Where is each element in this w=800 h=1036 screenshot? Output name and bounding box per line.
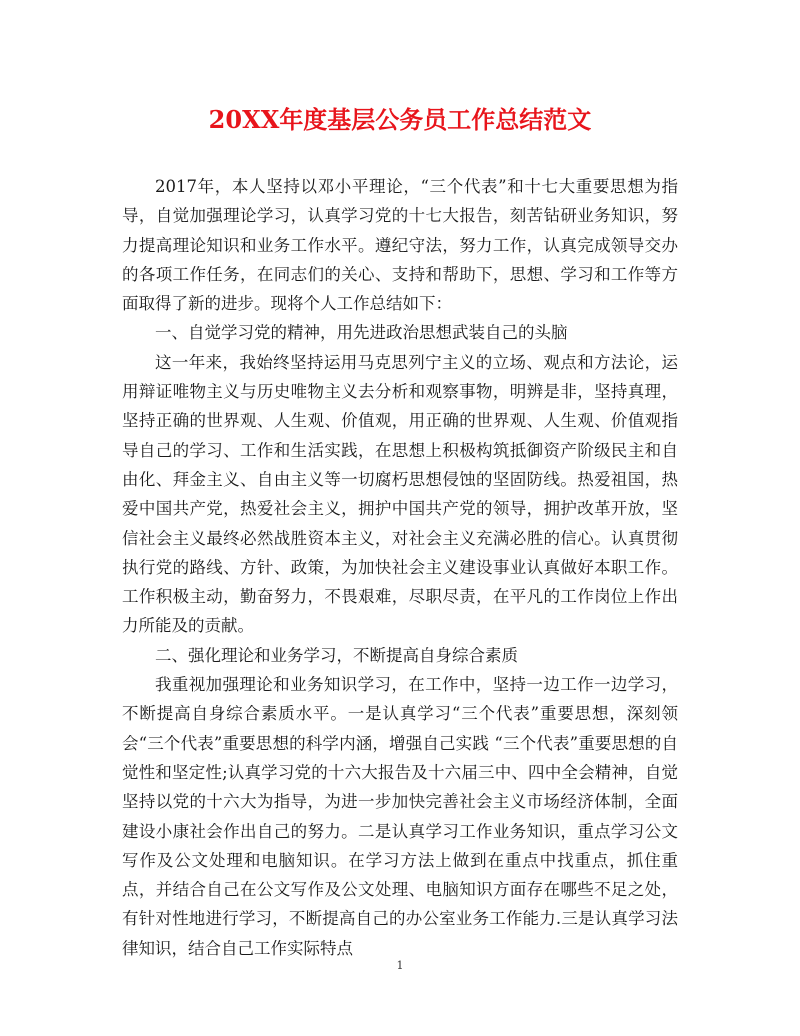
page-number: 1 <box>396 959 404 972</box>
document-title: 20XX年度基层公务员工作总结范文 <box>208 105 592 134</box>
document-body <box>122 172 678 963</box>
paragraph-section-2: 我重视加强理论和业务知识学习，在工作中，坚持一边工作一边学习，不断提高自身综合素质水平。一是认真学习“三个代表”重要思想，深刻领会“三个代表”重要思想的科学内涵，增强自己实践 “三个代表”重要思想的自觉性和坚定性;认真学习党的十六大报告及十六届三中、四中全会精神，自觉坚持以党的十六大为指导，为进一步加快完善社会主义市场经济体制，全面建设小康社会作出自己的努力。二是认真学习工作业务知识，重点学习公文写作及公文处理和电脑知识。在学习方法上做到在重点中找重点，抓住重点，并结合自己在公文写作及公文处理、电脑知识方面存在哪些不足之处，有针对性地进行学习，不断提高自己的办公室业务工作能力.三是认真学习法律知识，结合自己工作实际特点 <box>122 675 678 958</box>
section-heading-2: 二、强化理论和业务学习，不断提高自身综合素质 <box>155 645 518 665</box>
paragraph-section-1: 这一年来，我始终坚持运用马克思列宁主义的立场、观点和方法论，运用辩证唯物主义与历史唯物主义去分析和观察事物，明辨是非，坚持真理，坚持正确的世界观、人生观、价值观，用正确的世界观、人生观、价值观指导自己的学习、工作和生活实践，在思想上积极构筑抵御资产阶级民主和自由化、拜金主义、自由主义等一切腐朽思想侵蚀的坚固防线。热爱祖国，热爱中国共产党，热爱社会主义，拥护中国共产党的领导，拥护改革开放，坚信社会主义最终必然战胜资本主义，对社会主义充满必胜的信心。认真贯彻执行党的路线、方针、政策，为加快社会主义建设事业认真做好本职工作。工作积极主动，勤奋努力，不畏艰难，尽职尽责，在平凡的工作岗位上作出力所能及的贡献。 <box>122 352 678 636</box>
paragraph-intro: 2017年，本人坚持以邓小平理论，“三个代表”和十七大重要思想为指导，自觉加强理论学习，认真学习党的十七大报告，刻苦钻研业务知识，努力提高理论知识和业务工作水平。遵纪守法，努力工作，认真完成领导交办的各项工作任务，在同志们的关心、支持和帮助下，思想、学习和工作等方面取得了新的进步。现将个人工作总结如下： <box>122 177 678 314</box>
section-heading-1: 一、自觉学习党的精神，用先进政治思想武装自己的头脑 <box>155 323 568 343</box>
